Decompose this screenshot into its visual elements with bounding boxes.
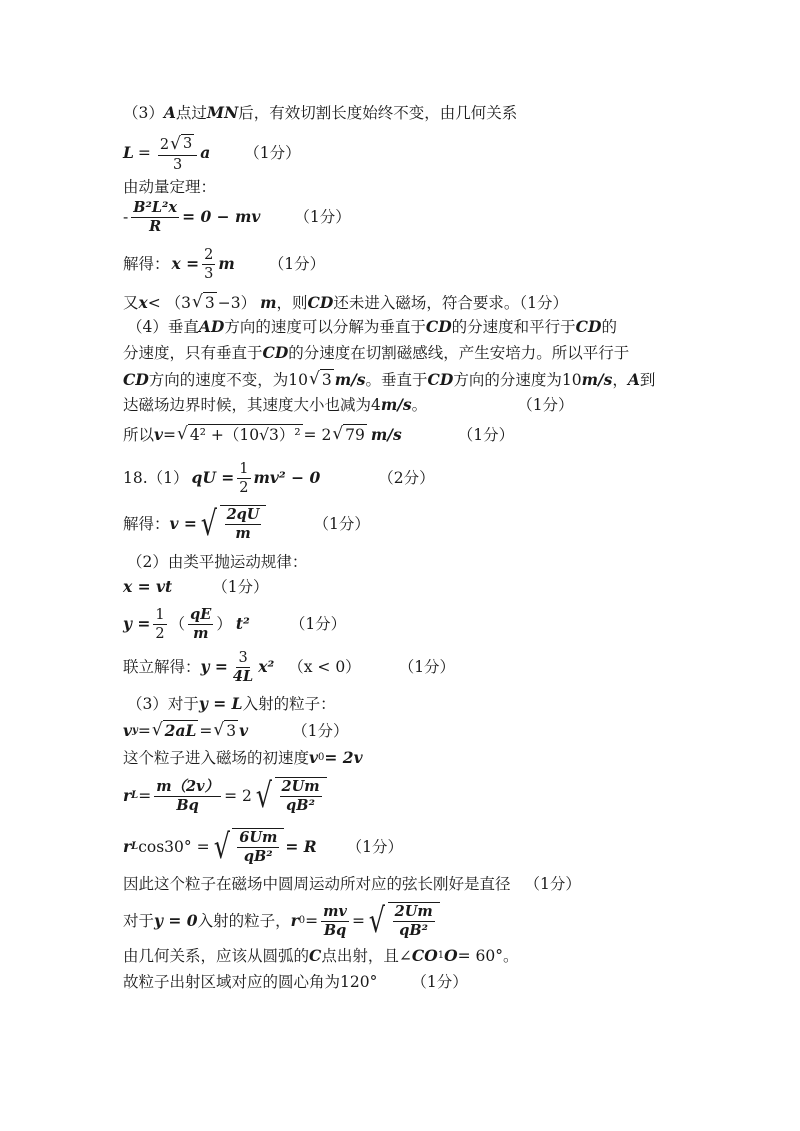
q18-solution-v xyxy=(123,503,370,545)
score: （1分） xyxy=(294,208,351,226)
subscript: y xyxy=(132,724,138,736)
label: 联立解得： xyxy=(123,658,201,676)
rL-equation xyxy=(123,775,328,817)
fraction xyxy=(231,650,255,685)
den: m xyxy=(235,525,251,542)
radicand: 79 xyxy=(345,426,365,444)
text: 到 xyxy=(639,370,656,389)
num: 2 xyxy=(204,246,214,263)
num: 6Um xyxy=(239,829,278,846)
p4-line4 xyxy=(123,395,574,415)
unit: m/s xyxy=(334,369,366,389)
p4-line3 xyxy=(123,369,655,390)
den: 2 xyxy=(239,479,249,496)
score: （1分） xyxy=(244,144,301,162)
lhs: y = xyxy=(123,614,151,633)
text: 入射的粒子： xyxy=(242,695,336,713)
var-r: r xyxy=(123,786,132,805)
var-A: A xyxy=(163,103,176,122)
unit: m/s xyxy=(380,395,412,414)
text: 分速度，只有垂直于 xyxy=(123,344,263,362)
text: 点出射，且∠ xyxy=(321,947,412,965)
var-r: r xyxy=(123,837,132,856)
equals: = xyxy=(137,721,151,740)
fraction xyxy=(237,830,279,865)
fraction xyxy=(153,607,166,642)
radicand: 3 xyxy=(226,722,237,740)
sqrt: √ 2aL xyxy=(151,720,197,740)
joint-solution xyxy=(123,650,455,684)
den: R xyxy=(149,217,162,235)
radicand: 3 xyxy=(321,371,332,389)
var-v: v xyxy=(123,720,133,740)
solution-x xyxy=(123,248,325,280)
equals: = xyxy=(199,721,213,740)
equals: = xyxy=(305,912,319,930)
question-number: 18.（1） xyxy=(123,469,189,487)
text: 因此这个粒子在磁场中圆周运动所对应的弦长刚好是直径 xyxy=(123,875,511,893)
fraction xyxy=(188,607,213,642)
var-C: C xyxy=(309,946,322,965)
score: （1分） xyxy=(524,875,581,893)
den: Bq xyxy=(323,921,347,939)
text: 。垂直于 xyxy=(365,370,428,389)
den: qB² xyxy=(286,797,315,814)
score: （1分） xyxy=(292,721,349,740)
num: m（2v） xyxy=(156,777,220,795)
equation: x = vt xyxy=(123,577,173,596)
equation: y = 0 xyxy=(154,911,198,930)
den: 3 xyxy=(172,156,183,173)
paren: ） xyxy=(216,615,232,633)
check-line xyxy=(123,292,568,313)
unit: m/s xyxy=(370,424,402,444)
text: 方向的速度可以分解为垂直于 xyxy=(224,318,426,336)
final-line xyxy=(123,972,468,992)
lhs: v = xyxy=(169,514,197,533)
var-t: t² xyxy=(235,614,250,633)
subscript: 0 xyxy=(298,915,306,926)
var-O: O xyxy=(444,946,458,965)
text: 还未进入磁场，符合要求。（1分） xyxy=(333,293,568,312)
num: 3 xyxy=(238,649,248,666)
num: 1 xyxy=(155,606,165,623)
den: 3 xyxy=(204,265,214,282)
text: = 2 xyxy=(224,787,252,805)
radicand: 3 xyxy=(204,294,215,312)
text: 的分速度在切割磁感线，产生安培力。所以平行于 xyxy=(288,344,630,362)
lhs: qU = xyxy=(191,468,235,487)
y0-equation xyxy=(123,900,441,942)
q18-p1-equation xyxy=(123,461,435,495)
text: ， xyxy=(612,370,628,389)
subscript: L xyxy=(131,790,139,801)
den: Bq xyxy=(176,796,199,814)
subscript: L xyxy=(131,841,139,852)
subscript: 1 xyxy=(437,950,445,961)
equation: y = L xyxy=(198,694,243,713)
text: （3）对于 xyxy=(127,695,199,713)
den: 2 xyxy=(155,625,165,642)
p4-line2 xyxy=(123,343,629,363)
q18-p3-intro xyxy=(127,694,336,714)
text: 达磁场边界时候，其速度大小也减为4 xyxy=(123,396,381,414)
text: 后，有效切割长度始终不变，由几何关系 xyxy=(238,104,518,122)
sqrt: √ 3 xyxy=(170,133,193,154)
text: （4）垂直 xyxy=(127,318,199,336)
fraction xyxy=(321,904,349,939)
y-equation xyxy=(123,606,346,642)
num: 2qU xyxy=(226,506,260,523)
sqrt: √ $\frac{2Um}{\text{qB²}}$ xyxy=(253,777,327,815)
p3-intro-line xyxy=(123,103,517,123)
num: mv xyxy=(323,902,347,920)
label: 解得： xyxy=(123,515,170,533)
var-r: r xyxy=(290,911,299,930)
rL-cos-equation xyxy=(123,825,403,869)
p4-line5 xyxy=(123,424,514,445)
num: 1 xyxy=(239,460,249,477)
den: 4L xyxy=(232,667,254,685)
geometry-line xyxy=(123,946,518,966)
score: （1分） xyxy=(313,515,370,533)
text: ，则 xyxy=(276,293,308,312)
lhs: x = xyxy=(171,254,200,273)
var-CD: CD xyxy=(307,292,334,312)
label: 解得： xyxy=(123,255,170,273)
var-CD: CD xyxy=(123,369,149,389)
score: （1分） xyxy=(268,255,326,273)
rhs: mv² − 0 xyxy=(253,468,321,487)
equals: = xyxy=(137,144,151,162)
rhs: = 0 − mv xyxy=(182,207,261,226)
diameter-line xyxy=(123,874,581,894)
fraction xyxy=(393,904,435,939)
unit: m xyxy=(218,254,235,273)
minus: - xyxy=(123,208,129,226)
text: cos30° = xyxy=(138,838,210,856)
equation: = 2v xyxy=(324,748,363,767)
fraction xyxy=(237,461,250,496)
text: = 2 xyxy=(303,425,332,444)
var-a: a xyxy=(200,143,211,162)
text: 所以 xyxy=(123,425,155,444)
text: 对于 xyxy=(123,912,155,930)
sqrt: √ $\frac{2qU}{m}$ xyxy=(198,505,267,543)
var-CD: CD xyxy=(575,317,602,336)
var-v: v xyxy=(239,720,249,740)
text: （3） xyxy=(123,104,164,122)
fraction xyxy=(225,507,262,542)
lhs: y = xyxy=(200,657,228,676)
sqrt: √ 3 xyxy=(213,720,237,740)
var-v: v xyxy=(309,748,319,767)
text: 由几何关系，应该从圆弧的 xyxy=(123,947,310,965)
text: 方向的分速度为10 xyxy=(453,370,582,389)
var-CD: CD xyxy=(425,317,452,336)
fraction xyxy=(131,200,179,235)
var-CD: CD xyxy=(427,369,454,389)
text: 方向的速度不变，为10 xyxy=(148,370,309,389)
text: 的 xyxy=(601,318,617,336)
text: 的分速度和平行于 xyxy=(451,318,576,336)
score: （1分） xyxy=(289,615,347,633)
text: 入射的粒子， xyxy=(197,912,291,930)
text: 又 xyxy=(123,293,139,312)
sqrt: √ $\frac{2Um}{\text{qB²}}$ xyxy=(366,902,440,940)
momentum-intro: 由动量定理： xyxy=(123,178,217,196)
q18-p2-intro: （2）由类平抛运动规律： xyxy=(127,553,308,571)
score: （1分） xyxy=(346,838,403,856)
score: （1分） xyxy=(398,658,456,676)
paren: （ xyxy=(169,615,186,633)
fraction xyxy=(158,134,197,173)
sqrt: √ $\frac{6Um}{\text{qB²}}$ xyxy=(211,828,285,866)
equation: = R xyxy=(285,837,317,856)
num: 2Um xyxy=(281,778,320,795)
score: （1分） xyxy=(457,425,515,444)
var-x: x² xyxy=(258,657,275,676)
num: qE xyxy=(190,605,212,623)
radicand: 3 xyxy=(181,134,194,154)
num: 2Um xyxy=(394,903,433,920)
unit: m xyxy=(260,292,277,312)
score: （1分） xyxy=(517,396,574,414)
var-AD: AD xyxy=(198,317,225,336)
den: m xyxy=(193,624,209,642)
var-MN: MN xyxy=(206,103,239,122)
text: = 60°。 xyxy=(457,947,519,965)
p4-line1 xyxy=(127,317,617,337)
score: （1分） xyxy=(212,578,269,596)
num: 2 xyxy=(159,136,170,153)
equals: = xyxy=(163,425,177,444)
unit: m/s xyxy=(581,369,613,389)
condition: （x < 0） xyxy=(288,658,361,676)
den: qB² xyxy=(243,848,273,865)
equals: = xyxy=(351,912,365,930)
var-x: x xyxy=(138,292,148,312)
score: （2分） xyxy=(378,469,435,487)
sqrt: √ 79 xyxy=(332,424,365,444)
momentum-equation xyxy=(123,200,351,234)
vy-equation xyxy=(123,720,349,741)
fraction xyxy=(202,247,215,282)
den: qB² xyxy=(399,922,429,939)
radicand: 4² +（10√3）² xyxy=(189,426,301,444)
sqrt: √ 4² +（10√3）² xyxy=(177,424,301,444)
subscript: 0 xyxy=(318,752,325,763)
text: < （3 xyxy=(147,293,192,312)
text: 。 xyxy=(411,396,428,414)
sqrt: √ 3 xyxy=(309,369,332,389)
radicand: 2aL xyxy=(164,721,197,740)
var-CO: CO xyxy=(411,946,438,965)
text: 故粒子出射区域对应的圆心角为120° xyxy=(123,973,378,991)
num: B²L²x xyxy=(133,198,178,216)
var-L: L xyxy=(123,143,134,162)
fraction xyxy=(154,779,221,814)
text: −3） xyxy=(217,293,257,312)
fraction xyxy=(280,779,322,814)
var-CD: CD xyxy=(262,343,289,362)
initial-velocity-line xyxy=(123,748,363,768)
x-equation xyxy=(123,577,269,597)
text: 这个粒子进入磁场的初速度 xyxy=(123,749,310,767)
text: 点过 xyxy=(175,104,207,122)
score: （1分） xyxy=(411,973,468,991)
equals: = xyxy=(138,787,152,805)
sqrt: √ 3 xyxy=(192,292,215,312)
var-A: A xyxy=(627,369,640,389)
length-equation xyxy=(123,133,301,173)
var-v: v xyxy=(154,424,164,444)
